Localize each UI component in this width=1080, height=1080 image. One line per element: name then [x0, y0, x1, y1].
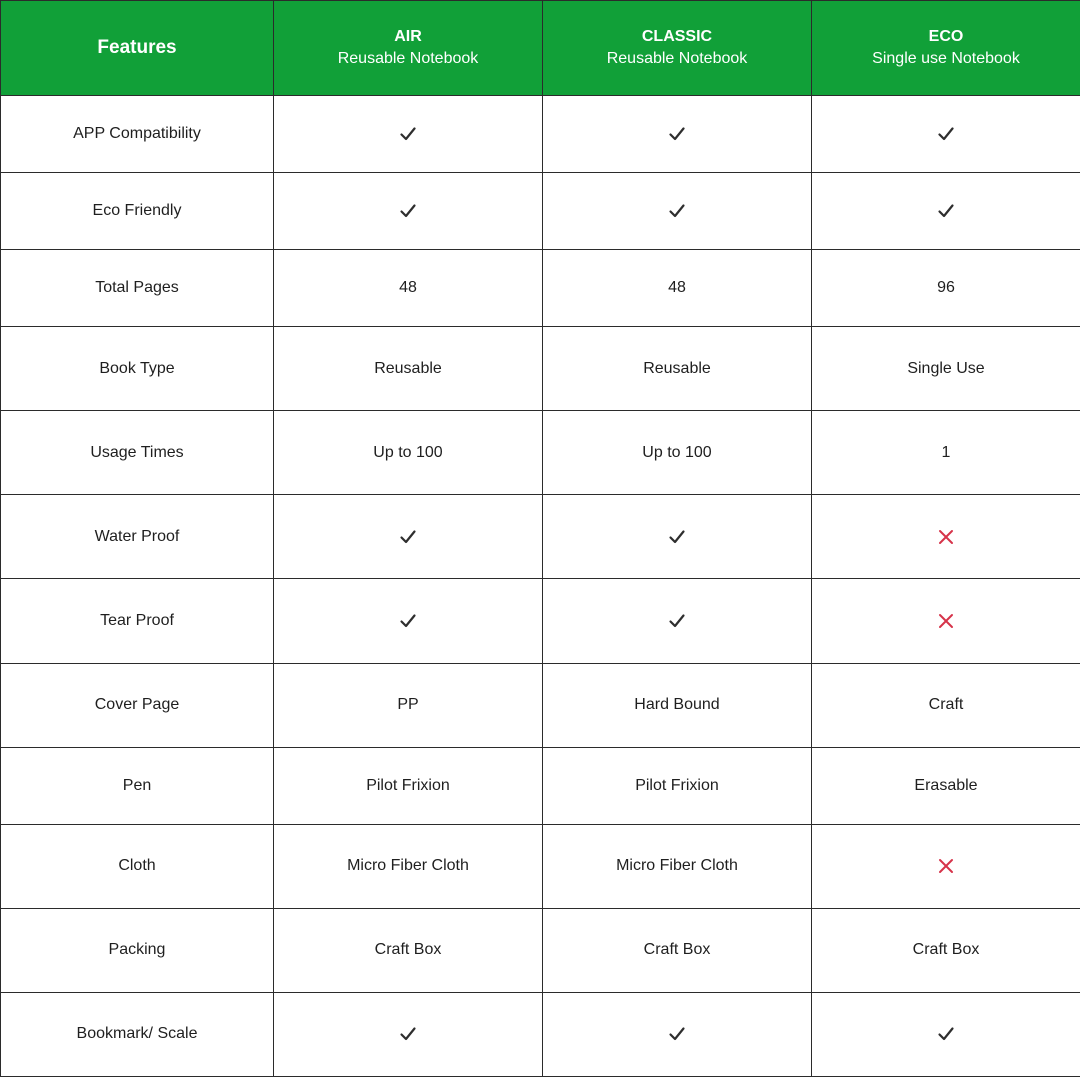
cross-icon: [937, 612, 955, 630]
value-cell: [543, 908, 812, 992]
value-cell: [274, 908, 543, 992]
check-icon: [937, 202, 955, 220]
features-header-label: Features: [97, 37, 177, 58]
value-text: Up to 100: [373, 443, 443, 461]
table-row: [1, 96, 1080, 173]
value-cell: [274, 411, 543, 495]
column-header-name: ECO: [928, 28, 964, 45]
feature-label: Pen: [122, 776, 152, 794]
value-text: Pilot Frixion: [635, 776, 719, 794]
value-cell: [812, 173, 1080, 250]
value-cell: [543, 579, 812, 663]
feature-label: Usage Times: [90, 443, 184, 461]
column-header-name: CLASSIC: [641, 28, 713, 45]
check-icon: [937, 125, 955, 143]
value-cell: [274, 495, 543, 579]
value-cell: [274, 250, 543, 327]
value-text: Reusable: [374, 359, 442, 377]
column-header-subtitle: Reusable Notebook: [606, 50, 748, 67]
column-header-classic: [543, 1, 812, 96]
value-text: Micro Fiber Cloth: [347, 857, 469, 875]
column-header-name: AIR: [394, 28, 422, 45]
check-icon: [937, 1025, 955, 1043]
value-cell: [543, 173, 812, 250]
feature-cell: [1, 250, 274, 327]
value-text: Up to 100: [642, 443, 712, 461]
value-cell: [543, 747, 812, 824]
column-header-subtitle: Single use Notebook: [872, 50, 1020, 67]
value-text: Micro Fiber Cloth: [616, 857, 738, 875]
value-text: Craft Box: [912, 941, 980, 959]
feature-label: Bookmark/ Scale: [76, 1025, 198, 1043]
value-cell: [543, 96, 812, 173]
feature-label: Book Type: [99, 359, 175, 377]
value-cell: [812, 824, 1080, 908]
cross-icon: [937, 857, 955, 875]
feature-label: Cloth: [118, 857, 156, 875]
value-cell: [812, 747, 1080, 824]
value-text: Reusable: [643, 359, 711, 377]
check-icon: [668, 528, 686, 546]
features-header: [1, 1, 274, 96]
table-row: [1, 250, 1080, 327]
feature-cell: [1, 495, 274, 579]
table-row: [1, 824, 1080, 908]
value-cell: [543, 327, 812, 411]
check-icon: [399, 125, 417, 143]
check-icon: [668, 1025, 686, 1043]
column-header-eco: [812, 1, 1080, 96]
feature-cell: [1, 579, 274, 663]
value-text: 48: [399, 279, 417, 297]
value-text: 1: [941, 443, 951, 461]
value-cell: [274, 663, 543, 747]
value-text: 96: [937, 279, 955, 297]
value-cell: [812, 663, 1080, 747]
value-text: Pilot Frixion: [366, 776, 450, 794]
check-icon: [399, 202, 417, 220]
table-row: [1, 173, 1080, 250]
table-body: [1, 96, 1080, 1077]
feature-cell: [1, 411, 274, 495]
check-icon: [668, 202, 686, 220]
value-cell: [543, 992, 812, 1076]
table-row: [1, 992, 1080, 1076]
value-cell: [274, 992, 543, 1076]
feature-cell: [1, 96, 274, 173]
value-cell: [812, 579, 1080, 663]
value-cell: [543, 411, 812, 495]
value-text: 48: [668, 279, 686, 297]
feature-label: Cover Page: [94, 696, 180, 714]
value-cell: [274, 824, 543, 908]
feature-cell: [1, 173, 274, 250]
feature-label: Water Proof: [94, 527, 180, 545]
check-icon: [399, 528, 417, 546]
value-text: Craft: [928, 696, 964, 714]
value-cell: [274, 96, 543, 173]
table-row: [1, 411, 1080, 495]
value-cell: [812, 908, 1080, 992]
value-cell: [812, 327, 1080, 411]
value-cell: [274, 747, 543, 824]
feature-cell: [1, 327, 274, 411]
value-cell: [543, 250, 812, 327]
feature-cell: [1, 663, 274, 747]
cross-icon: [937, 528, 955, 546]
column-header-air: [274, 1, 543, 96]
feature-label: Eco Friendly: [92, 202, 182, 220]
feature-label: APP Compatibility: [73, 125, 201, 143]
value-text: Hard Bound: [634, 696, 720, 714]
value-cell: [812, 495, 1080, 579]
feature-cell: [1, 824, 274, 908]
feature-cell: [1, 747, 274, 824]
value-cell: [274, 173, 543, 250]
table-row: [1, 908, 1080, 992]
value-cell: [274, 579, 543, 663]
value-cell: [543, 495, 812, 579]
check-icon: [399, 612, 417, 630]
check-icon: [668, 612, 686, 630]
feature-label: Total Pages: [95, 279, 179, 297]
value-cell: [274, 327, 543, 411]
check-icon: [399, 1025, 417, 1043]
value-cell: [543, 824, 812, 908]
table-row: [1, 579, 1080, 663]
feature-cell: [1, 992, 274, 1076]
value-cell: [812, 411, 1080, 495]
value-cell: [812, 992, 1080, 1076]
table-row: [1, 327, 1080, 411]
value-cell: [812, 250, 1080, 327]
feature-label: Packing: [108, 941, 166, 959]
value-text: Craft Box: [374, 941, 442, 959]
column-header-subtitle: Reusable Notebook: [337, 50, 479, 67]
check-icon: [668, 125, 686, 143]
value-text: Craft Box: [643, 941, 711, 959]
feature-cell: [1, 908, 274, 992]
value-text: Erasable: [914, 776, 978, 794]
feature-label: Tear Proof: [100, 612, 174, 629]
value-text: PP: [397, 696, 419, 714]
header-row: [1, 1, 1080, 96]
value-cell: [812, 96, 1080, 173]
table-row: [1, 747, 1080, 824]
value-text: Single Use: [907, 359, 985, 377]
table-row: [1, 495, 1080, 579]
value-cell: [543, 663, 812, 747]
table-row: [1, 663, 1080, 747]
